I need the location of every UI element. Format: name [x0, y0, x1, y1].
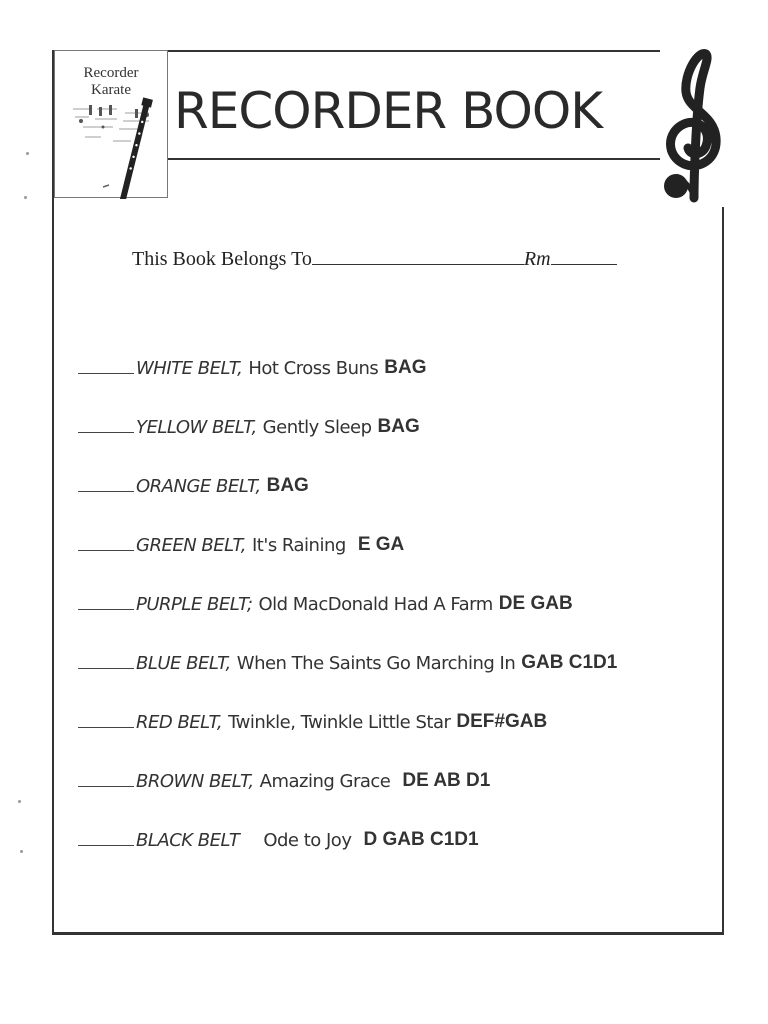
song-title: It's Raining	[252, 535, 346, 556]
note-letters: DE AB D1	[402, 770, 491, 791]
recorder-karate-thumbnail	[54, 50, 168, 198]
belt-item-green	[78, 497, 718, 556]
checkoff-blank[interactable]	[78, 786, 134, 787]
belt-item-purple	[78, 556, 718, 615]
song-title: Gently Sleep	[262, 417, 372, 438]
scan-speck	[18, 800, 21, 803]
belt-name: BROWN BELT,	[136, 771, 254, 792]
scan-speck	[24, 196, 27, 199]
belt-name: RED BELT,	[136, 712, 223, 733]
song-title: Twinkle, Twinkle Little Star	[228, 712, 451, 733]
note-letters: BAG	[266, 475, 309, 496]
song-title: Old MacDonald Had A Farm	[258, 594, 493, 615]
owner-line	[132, 246, 617, 271]
note-letters: BAG	[384, 357, 427, 378]
song-title: Hot Cross Buns	[248, 358, 379, 379]
checkoff-blank[interactable]	[78, 432, 134, 433]
song-title: When The Saints Go Marching In	[236, 653, 516, 674]
belt-name: PURPLE BELT;	[136, 594, 253, 615]
checkoff-blank[interactable]	[78, 609, 134, 610]
checkoff-blank[interactable]	[78, 550, 134, 551]
room-number-blank[interactable]	[551, 246, 617, 265]
scan-speck	[26, 152, 29, 155]
note-letters: BAG	[377, 416, 420, 437]
checkoff-blank[interactable]	[78, 491, 134, 492]
belt-item-red	[78, 674, 718, 733]
note-letters: DE GAB	[498, 593, 573, 614]
belt-name: ORANGE BELT,	[136, 476, 261, 497]
belt-name: YELLOW BELT,	[136, 417, 257, 438]
note-letters: D GAB C1D1	[363, 829, 479, 850]
checkoff-blank[interactable]	[78, 845, 134, 846]
belt-item-yellow	[78, 379, 718, 438]
belt-name: BLACK BELT	[136, 830, 240, 851]
belt-list	[78, 320, 718, 851]
note-letters: DEF#GAB	[456, 711, 548, 732]
header-top-rule	[168, 50, 660, 52]
room-label: Rm	[523, 248, 551, 270]
owner-label: This Book Belongs To	[132, 248, 312, 270]
frame-left-upper	[52, 50, 54, 210]
belt-item-black	[78, 792, 718, 851]
belt-name: WHITE BELT,	[136, 358, 243, 379]
recorder-icon	[55, 51, 169, 199]
belt-item-white	[78, 320, 718, 379]
scan-speck	[20, 850, 23, 853]
note-letters: GAB C1D1	[521, 652, 618, 673]
owner-name-blank[interactable]	[312, 246, 524, 265]
belt-name: BLUE BELT,	[136, 653, 231, 674]
belt-name: GREEN BELT,	[136, 535, 246, 556]
belt-item-blue	[78, 615, 718, 674]
checkoff-blank[interactable]	[78, 668, 134, 669]
belt-item-orange	[78, 438, 718, 497]
treble-clef-icon	[654, 48, 730, 210]
thumbnail-title: Recorder Karate	[83, 65, 139, 98]
song-title: Ode to Joy	[263, 830, 352, 851]
header-bottom-rule	[168, 158, 660, 160]
checkoff-blank[interactable]	[78, 727, 134, 728]
belt-item-brown	[78, 733, 718, 792]
checkoff-blank[interactable]	[78, 373, 134, 374]
page-title: RECORDER BOOK	[174, 82, 602, 140]
song-title: Amazing Grace	[259, 771, 391, 792]
note-letters: E GA	[357, 534, 405, 555]
